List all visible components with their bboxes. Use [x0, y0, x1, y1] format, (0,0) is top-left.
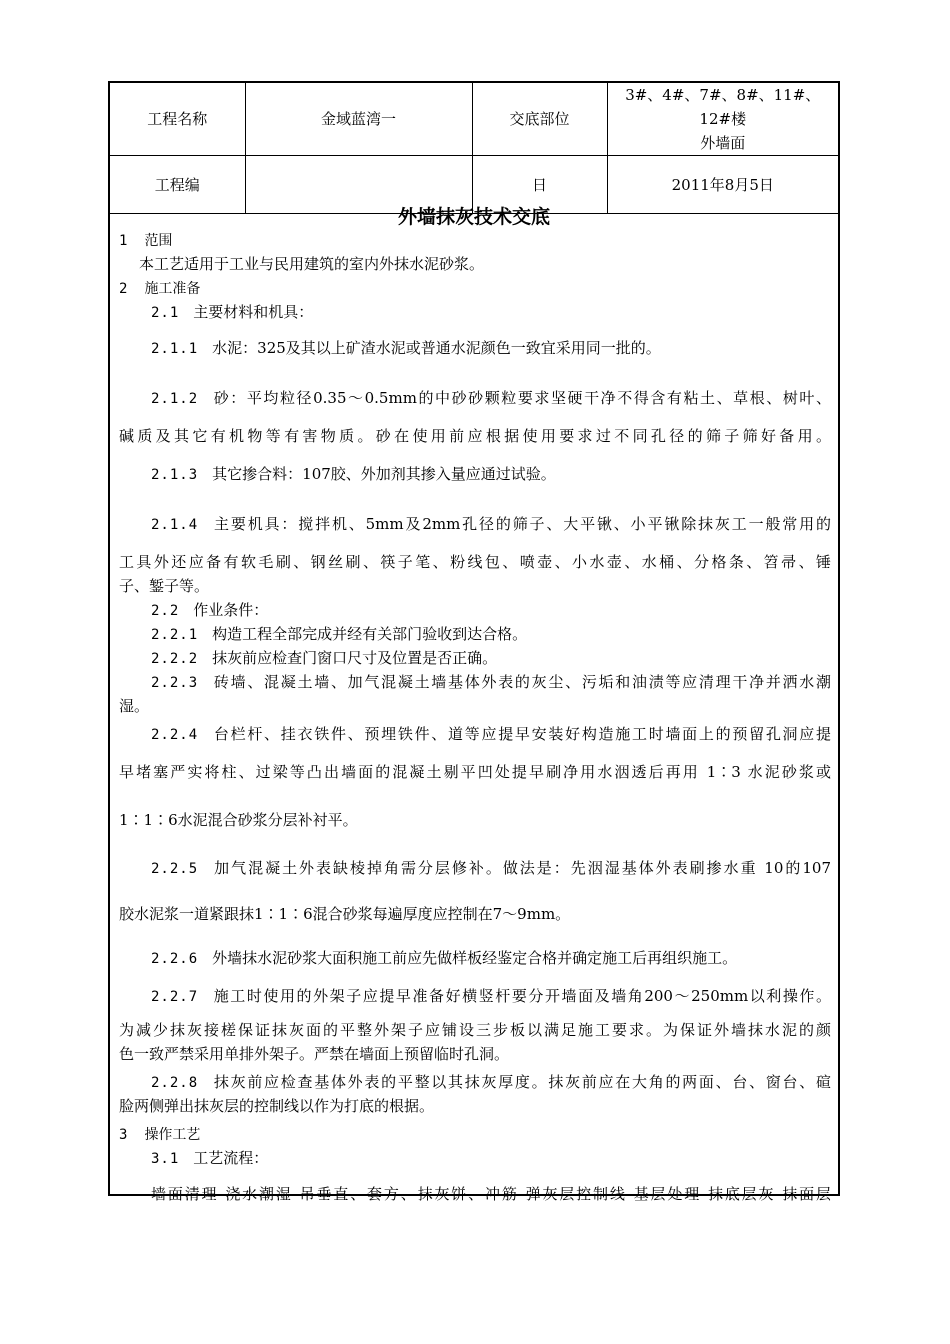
line-text: 作业条件：: [193, 601, 269, 619]
document-line: [119, 1095, 831, 1117]
line-number: 2.2.3: [151, 675, 199, 691]
project-code-label: 工程编: [110, 156, 245, 214]
document-line: [151, 1071, 831, 1094]
line-text: 碱质及其它有机物等有害物质。砂在使用前应根据使用要求过不同孔径的筛子筛好备用。: [119, 427, 831, 445]
document-line: [151, 337, 831, 360]
line-text: 砂：平均粒径0.35～0.5mm的中砂砂颗粒要求坚硬干净不得含有粘土、草根、树叶、: [212, 389, 831, 407]
document-line: [119, 903, 831, 925]
date-value: 2011年8月5日: [607, 156, 838, 214]
document-line: [119, 425, 831, 447]
line-number: 2.2.8: [151, 1075, 199, 1091]
line-text: 工具外还应备有软毛刷、钢丝刷、筷子笔、粉线包、喷壶、小水壶、水桶、分格条、笤帚、锤: [119, 553, 831, 571]
handover-form: [108, 81, 840, 1203]
document-line: [119, 575, 831, 597]
line-text: 范围: [144, 233, 173, 249]
line-number: 2.2.7: [151, 989, 199, 1005]
line-text: 外墙抹水泥砂浆大面积施工前应先做样板经鉴定合格并确定施工后再组织施工。: [212, 949, 738, 967]
line-number: 2.2.2: [151, 651, 199, 667]
header-row-1: [110, 83, 838, 156]
line-text: 砖墙、混凝土墙、加气混凝土墙基体外表的灰尘、污垢和油渍等应清理干净并洒水潮: [212, 673, 831, 691]
line-text: 子、錾子等。: [119, 577, 210, 595]
project-name-value: 金域蓝湾一: [245, 83, 472, 156]
line-text: 操作工艺: [144, 1127, 201, 1143]
line-text: 色一致严禁采用单排外架子。严禁在墙面上预留临时孔洞。: [119, 1045, 510, 1063]
document-line: [151, 1147, 831, 1170]
date-label: 日: [472, 156, 607, 214]
handover-part-label: 交底部位: [472, 83, 607, 156]
line-text: 墙面清理-浇水潮湿-吊垂直、套方、抹灰饼、冲筋-弹灰层控制线-基层处理-抹底层灰-抹面层: [151, 1185, 831, 1203]
project-name-label: 工程名称: [110, 83, 245, 156]
line-number: 3.1: [151, 1151, 180, 1167]
line-text: 台栏杆、挂衣铁件、预埋铁件、道等应提早安装好构造施工时墙面上的预留孔洞应提: [212, 725, 831, 743]
line-number: 1: [119, 233, 129, 249]
document-line: [139, 253, 831, 275]
line-text: 脸两侧弹出抹灰层的控制线以作为打底的根据。: [119, 1097, 435, 1115]
line-number: 2.1.3: [151, 467, 199, 483]
line-text: 主要材料和机具：: [193, 303, 314, 321]
line-text: 水泥：325及其以上矿渣水泥或普通水泥颜色一致宜采用同一批的。: [212, 339, 661, 357]
document-line: [151, 671, 831, 694]
document-line: [151, 985, 831, 1008]
document-title: 外墙抹灰技术交底: [397, 206, 550, 228]
line-text: 施工准备: [144, 281, 201, 297]
line-number: 3: [119, 1127, 129, 1143]
document-line: [151, 301, 831, 324]
handover-part-value: [607, 83, 838, 156]
line-number: 2: [119, 281, 129, 297]
line-text: 工艺流程：: [193, 1149, 269, 1167]
line-number: 2.2.6: [151, 951, 199, 967]
document-line: [119, 277, 831, 300]
line-number: 2.1.4: [151, 517, 199, 533]
line-text: 抹灰前应检查基体外表的平整以其抹灰厚度。抹灰前应在大角的两面、台、窗台、碹: [212, 1073, 831, 1091]
document-line: [119, 551, 831, 573]
document-line: [151, 647, 831, 670]
line-number: 2.2.1: [151, 627, 199, 643]
document-line: [151, 513, 831, 536]
handover-part-line1: 3#、4#、7#、8#、11#、12#楼: [625, 86, 821, 128]
document-line: [119, 761, 831, 783]
line-number: 2.2.4: [151, 727, 199, 743]
line-text: 构造工程全部完成并经有关部门验收到达合格。: [212, 625, 528, 643]
document-line: [151, 1183, 831, 1205]
line-text: 湿。: [119, 697, 150, 715]
document-line: [151, 599, 831, 622]
document-line: [119, 229, 831, 252]
line-text: 其它掺合料：107胶、外加剂其掺入量应通过试验。: [212, 465, 556, 483]
line-number: 2.1: [151, 305, 180, 321]
line-text: 主要机具：搅拌机、5mm及2mm孔径的筛子、大平锹、小平锹除抹灰工一般常用的: [212, 515, 831, 533]
document-line: [151, 857, 831, 880]
line-text: 1∶1∶6水泥混合砂浆分层补衬平。: [119, 811, 358, 829]
handover-part-line2: 外墙面: [700, 134, 746, 152]
line-text: 为减少抹灰接槎保证抹灰面的平整外架子应铺设三步板以满足施工要求。为保证外墙抹水泥的颜: [119, 1021, 831, 1039]
line-text: 早堵塞严实将柱、过梁等凸出墙面的混凝土剔平凹处提早刷净用水洇透后再用 1∶3 水泥砂浆或: [119, 763, 831, 781]
line-number: 2.1.2: [151, 391, 199, 407]
line-text: 抹灰前应检查门窗口尺寸及位置是否正确。: [212, 649, 498, 667]
document-line: [119, 1123, 831, 1146]
line-text: 本工艺适用于工业与民用建筑的室内外抹水泥砂浆。: [139, 255, 485, 273]
header-table: [110, 83, 838, 214]
document-line: [119, 695, 831, 717]
document-line: [151, 463, 831, 486]
document-line: [151, 387, 831, 410]
line-number: 2.2.5: [151, 861, 199, 877]
document-line: [119, 1019, 831, 1041]
line-text: 加气混凝土外表缺棱掉角需分层修补。做法是：先洇湿基体外表刷掺水重 10的107: [212, 859, 831, 877]
document-line: [151, 947, 831, 970]
document-line: [151, 723, 831, 746]
line-number: 2.2: [151, 603, 180, 619]
document-line: [151, 623, 831, 646]
line-text: 胶水泥浆一道紧跟抹1∶1∶6混合砂浆每遍厚度应控制在7～9mm。: [119, 905, 571, 923]
document-line: [119, 1043, 831, 1065]
document-line: [119, 809, 831, 831]
line-number: 2.1.1: [151, 341, 199, 357]
line-text: 施工时使用的外架子应提早准备好横竖杆要分开墙面及墙角200～250mm以利操作。: [212, 987, 831, 1005]
